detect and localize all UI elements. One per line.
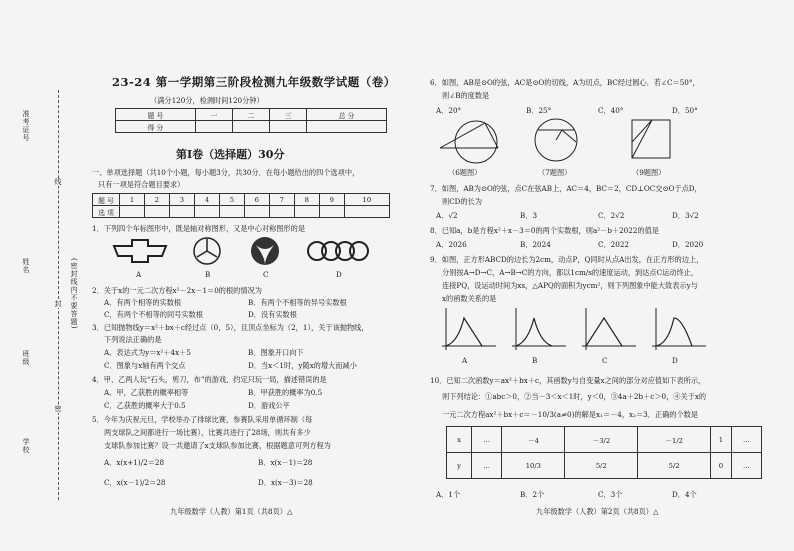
q9-option-d: D bbox=[672, 356, 678, 365]
section-title: 第Ⅰ卷（选择题）30分 bbox=[176, 148, 285, 161]
question-9: 9．如图，正方形ABCD的边长为2cm，动点P，Q同时从点A出发，在正方形的边上， bbox=[430, 255, 704, 264]
q3-option-a: A．表达式为y＝x²＋4x＋5 bbox=[104, 348, 191, 357]
question-1: 1．下列四个车标图形中，既是轴对称图形，又是中心对称图形的是 bbox=[92, 224, 306, 233]
q7-option-c: C．2√2 bbox=[598, 211, 625, 220]
instructions-2: 只有一项是符合题目要求） bbox=[98, 180, 185, 189]
seal-warning: (密封线内不要答题) bbox=[70, 258, 78, 330]
answer-header: 3 bbox=[169, 194, 194, 206]
answer-header: 8 bbox=[294, 194, 319, 206]
q10-option-d: D．4个 bbox=[672, 490, 697, 499]
name-label: 姓名 bbox=[22, 258, 30, 274]
q2-option-c: C．有两个不相等的同号实数根 bbox=[104, 310, 203, 319]
question-10-cont-2: 一元二次方程ax²＋bx＋c＝－10/3(a≠0)的解是x₁＝－4，x₂＝3．正确的个数是 bbox=[442, 410, 699, 419]
answer-header: 2 bbox=[144, 194, 169, 206]
table-cell: 0 bbox=[711, 453, 732, 479]
score-header: 二 bbox=[232, 109, 269, 121]
table-cell: … bbox=[731, 453, 761, 479]
exam-subtitle: （满分120分，检测时间120分钟） bbox=[150, 96, 264, 105]
q1-option-b: B bbox=[205, 270, 211, 279]
q10-option-a: A．1个 bbox=[436, 490, 461, 499]
question-10: 10．已知二次函数y＝ax²＋bx＋c，其函数y与自变量x之间的部分对应值如下表所示， bbox=[430, 376, 706, 385]
seal-label: 封 bbox=[54, 300, 62, 308]
answer-header: 1 bbox=[120, 194, 145, 206]
q4-option-c: C．乙获胜的概率大于0.5 bbox=[104, 401, 186, 410]
q2-option-b: B．有两个不相等的异号实数根 bbox=[248, 298, 347, 307]
mercedes-logo-icon bbox=[192, 236, 222, 266]
q5-option-b: B．x(x－1)＝28 bbox=[258, 458, 313, 467]
score-row-label: 得 分 bbox=[116, 121, 196, 133]
q10-option-c: C．3个 bbox=[598, 490, 623, 499]
q8-option-b: B．2024 bbox=[520, 240, 551, 249]
question-2: 2．关于x的一元二次方程x²－2x－1＝0的根的情况为 bbox=[92, 286, 262, 295]
question-7-cont: 则CD的长为 bbox=[442, 197, 483, 206]
exam-no-label: 准考证号 bbox=[22, 110, 30, 142]
score-header: 题 号 bbox=[116, 109, 196, 121]
answer-table bbox=[92, 193, 390, 218]
table-cell: 5/2 bbox=[565, 453, 638, 479]
q6-option-d: D．50° bbox=[672, 106, 698, 115]
question-5: 5．今年为庆祝元旦，学校举办了排球比赛，参赛队采用单循环制（每 bbox=[92, 415, 313, 424]
question-3-cont: 下列说法正确的是 bbox=[104, 335, 162, 344]
question-7: 7．如图，AB为⊙O的弦，点C在弦AB上，AC＝4，BC＝2，CD⊥OC交⊙O于点D， bbox=[430, 184, 702, 193]
score-header: 总 分 bbox=[307, 109, 387, 121]
question-5-cont: 两支球队之间都进行一场比赛），比赛共进行了28场，则共有多少 bbox=[104, 428, 311, 437]
figure-9-caption: （9题图） bbox=[632, 168, 666, 177]
q2-option-a: A．有两个相等的实数根 bbox=[104, 298, 182, 307]
question-4: 4．甲、乙两人玩“石头，剪刀，布”的游戏，约定只玩一局，描述错误的是 bbox=[92, 375, 327, 384]
class-label: 班级 bbox=[22, 350, 30, 366]
answer-row-label: 选 项 bbox=[93, 206, 120, 218]
q3-option-c: C．图象与x轴有两个交点 bbox=[104, 361, 186, 370]
q10-option-b: B．2个 bbox=[520, 490, 545, 499]
value-table bbox=[446, 426, 762, 479]
table-cell: … bbox=[472, 453, 502, 479]
q9-graph-a bbox=[438, 306, 498, 352]
table-cell: … bbox=[731, 427, 761, 453]
q6-option-b: B．25° bbox=[526, 106, 552, 115]
chevrolet-logo-icon bbox=[110, 236, 170, 266]
school-label: 学校 bbox=[22, 438, 30, 454]
question-9-cont-3: x的函数关系的是 bbox=[442, 294, 497, 303]
figure-7-caption: （7题图） bbox=[538, 168, 572, 177]
figure-9 bbox=[626, 114, 676, 166]
score-header: 一 bbox=[195, 109, 232, 121]
q7-option-a: A．√2 bbox=[436, 211, 458, 220]
question-10-cont: 则下列结论：①abc＞0，②当－3＜x＜1时，y＜0，③4a＋2b＋c＞0，④关于x的 bbox=[442, 392, 707, 401]
table-cell: －4 bbox=[502, 427, 565, 453]
answer-header: 5 bbox=[219, 194, 244, 206]
table-cell: 10/3 bbox=[502, 453, 565, 479]
answer-header: 9 bbox=[319, 194, 344, 206]
audi-logo-icon bbox=[306, 239, 370, 263]
q9-option-c: C bbox=[602, 356, 608, 365]
answer-header: 6 bbox=[244, 194, 269, 206]
left-footer: 九年级数学（人教）第1页（共8页）△ bbox=[170, 507, 293, 516]
right-footer: 九年级数学（人教）第2页（共8页）△ bbox=[536, 507, 659, 516]
q5-option-a: A．x(x+1)/2＝28 bbox=[104, 458, 165, 467]
table-cell: －3/2 bbox=[565, 427, 638, 453]
dongfeng-logo-icon bbox=[250, 235, 280, 267]
q6-option-c: C．40° bbox=[598, 106, 624, 115]
answer-header: 10 bbox=[344, 194, 389, 206]
seal-line bbox=[58, 90, 59, 500]
q3-option-d: D．当x＜1时，y随x的增大而减小 bbox=[248, 361, 357, 370]
dense-label: 密 bbox=[54, 405, 62, 413]
q1-option-d: D bbox=[336, 270, 342, 279]
q6-option-a: A．20° bbox=[436, 106, 462, 115]
figure-6-caption: （6题图） bbox=[448, 168, 482, 177]
question-9-cont-2: 连接PQ，设运动时间为xs，△APQ的面积为ycm²，则下列图象中能大致表示y与 bbox=[442, 281, 698, 290]
score-table bbox=[115, 108, 387, 133]
q8-option-c: C．2022 bbox=[598, 240, 629, 249]
q4-option-d: D．游戏公平 bbox=[248, 401, 290, 410]
q9-option-a: A bbox=[462, 356, 468, 365]
q4-option-a: A．甲，乙获胜的概率相等 bbox=[104, 388, 189, 397]
answer-header: 题 号 bbox=[93, 194, 120, 206]
q1-option-a: A bbox=[136, 270, 142, 279]
table-cell: … bbox=[472, 427, 502, 453]
question-3: 3．已知抛物线y＝x²＋bx＋c经过点（0，5），且顶点坐标为（2，1），关于该抛物线， bbox=[92, 323, 369, 332]
q7-option-b: B．3 bbox=[520, 211, 538, 220]
q8-option-d: D．2020 bbox=[672, 240, 704, 249]
table-cell: 5/2 bbox=[638, 453, 711, 479]
q8-option-a: A．2026 bbox=[436, 240, 467, 249]
seal-line-label: 线 bbox=[54, 178, 62, 186]
question-6-cont: 则∠B的度数是 bbox=[442, 91, 490, 100]
table-cell: x bbox=[447, 427, 472, 453]
answer-header: 7 bbox=[269, 194, 294, 206]
answer-header: 4 bbox=[194, 194, 219, 206]
table-cell: －1/2 bbox=[638, 427, 711, 453]
q2-option-d: D．没有实数根 bbox=[248, 310, 297, 319]
q7-option-d: D．3√2 bbox=[672, 211, 699, 220]
q9-graph-b bbox=[508, 306, 568, 352]
question-6: 6．如图，AB是⊙O的弦，AC是⊙O的切线，A为切点，BC经过圆心．若∠C＝50°， bbox=[430, 78, 700, 87]
q3-option-b: B．图象开口向下 bbox=[248, 348, 304, 357]
q5-option-d: D．x(x－3)＝28 bbox=[258, 478, 313, 487]
figure-6 bbox=[436, 118, 502, 166]
q9-graph-d bbox=[648, 306, 708, 352]
q5-option-c: C．x(x－1)/2＝28 bbox=[104, 478, 166, 487]
q9-option-b: B bbox=[532, 356, 538, 365]
question-8: 8．已知a，b是方程x²＋x－3＝0的两个实数根，则a²－b＋2022的值是 bbox=[430, 226, 659, 235]
table-cell: y bbox=[447, 453, 472, 479]
q4-option-b: B．甲获胜的概率为0.5 bbox=[248, 388, 323, 397]
figure-7 bbox=[532, 116, 582, 166]
table-cell: 1 bbox=[711, 427, 732, 453]
exam-title: 23-24 第一学期第三阶段检测九年级数学试题（卷） bbox=[112, 75, 396, 89]
score-header: 三 bbox=[270, 109, 307, 121]
question-5-cont-2: 支球队参加比赛？设一共邀请了x支球队参加比赛，根据题意可列方程为 bbox=[104, 441, 331, 450]
q1-option-c: C bbox=[263, 270, 269, 279]
question-9-cont: 分别按A→D→C，A→B→C的方向，都以1cm/s的速度运动，到达点C运动终止， bbox=[442, 268, 699, 277]
q9-graph-c bbox=[578, 306, 638, 352]
instructions: 一、单项选择题（共10个小题，每小题3分，共30分．在每小题给出的四个选项中， bbox=[92, 168, 360, 177]
